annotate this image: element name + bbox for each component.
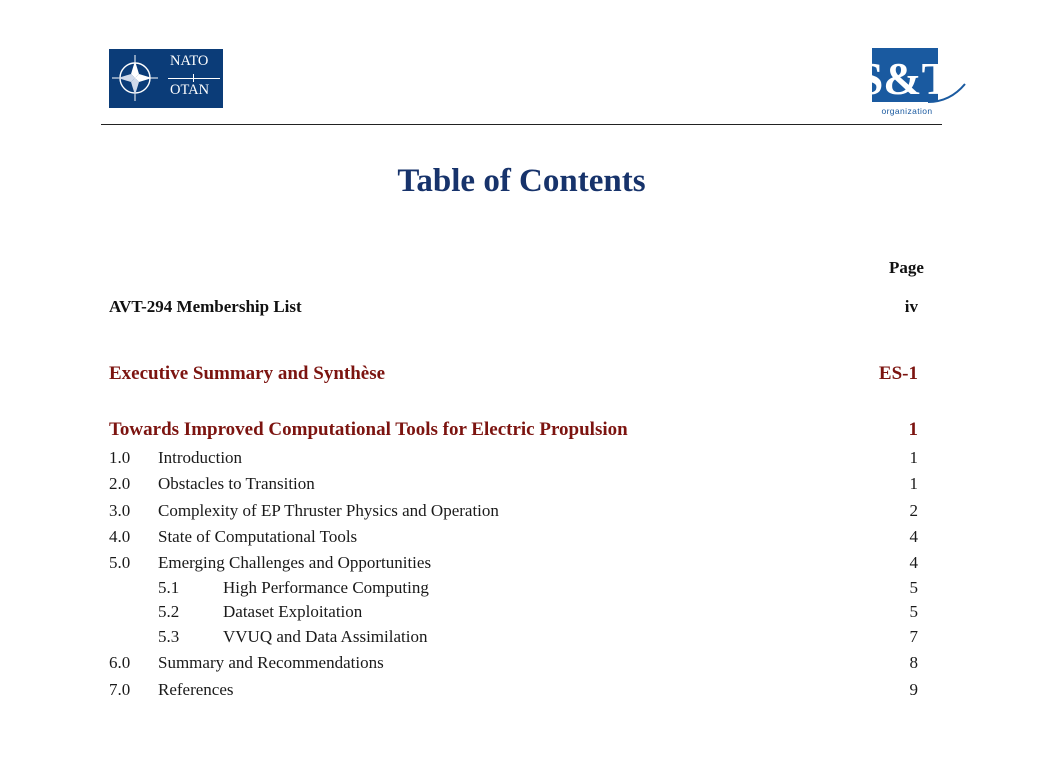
- toc-section-3-0[interactable]: [109, 501, 918, 523]
- section-number: 5.0: [109, 553, 131, 572]
- section-title: Summary and Recommendations: [158, 653, 384, 672]
- page-column-heading: Page: [889, 258, 924, 277]
- toc-entry-page: ES-1: [878, 363, 918, 384]
- toc-entry-label: Towards Improved Computational Tools for Electric Propulsion: [109, 419, 628, 440]
- section-title: Dataset Exploitation: [223, 602, 363, 621]
- page-title: Table of Contents: [397, 163, 646, 199]
- section-page: 5: [909, 578, 918, 597]
- section-title: Introduction: [158, 448, 243, 467]
- section-number: 3.0: [109, 501, 131, 520]
- section-title: Emerging Challenges and Opportunities: [158, 553, 432, 572]
- section-page: 7: [909, 627, 918, 646]
- toc-entry-label: Executive Summary and Synthèse: [109, 363, 386, 384]
- toc-section-2-0[interactable]: [109, 474, 918, 496]
- section-title: VVUQ and Data Assimilation: [223, 627, 428, 646]
- toc-section-6-0[interactable]: [109, 653, 918, 675]
- nato-compass-star-icon: [109, 49, 165, 108]
- section-title: Complexity of EP Thruster Physics and Operation: [158, 501, 499, 520]
- section-title: References: [158, 680, 234, 699]
- toc-section-4-0[interactable]: [109, 527, 918, 549]
- section-page: 8: [909, 653, 918, 672]
- toc-entry-page: 1: [908, 419, 918, 440]
- toc-section-7-0[interactable]: [109, 680, 918, 702]
- toc-entry-executive-summary[interactable]: [109, 363, 918, 385]
- nato-label: NATO: [170, 53, 209, 69]
- section-page: 9: [909, 680, 918, 699]
- section-number: 1.0: [109, 448, 131, 467]
- section-number: 2.0: [109, 474, 131, 493]
- page-header: [0, 0, 1043, 130]
- section-page: 1: [909, 448, 918, 467]
- section-page: 1: [909, 474, 918, 493]
- toc-section-5-1[interactable]: [109, 578, 918, 600]
- section-number: 7.0: [109, 680, 131, 699]
- section-page: 2: [909, 501, 918, 520]
- section-title: High Performance Computing: [223, 578, 429, 597]
- section-title: State of Computational Tools: [158, 527, 358, 546]
- sto-caption: organization: [881, 106, 933, 116]
- svg-text:S&T: S&T: [857, 53, 953, 104]
- section-page: 4: [909, 527, 918, 546]
- section-number: 5.3: [158, 627, 180, 646]
- section-page: 5: [909, 602, 918, 621]
- section-number: 4.0: [109, 527, 131, 546]
- toc-section-5-0[interactable]: [109, 553, 918, 575]
- section-page: 4: [909, 553, 918, 572]
- section-number: 5.2: [158, 602, 180, 621]
- toc-entry-paper[interactable]: [109, 419, 918, 441]
- nato-otan-logo: [109, 49, 223, 108]
- toc-section-1-0[interactable]: [109, 448, 918, 470]
- toc-section-5-2[interactable]: [109, 602, 918, 624]
- section-number: 6.0: [109, 653, 131, 672]
- toc-entry-page: iv: [904, 297, 918, 316]
- toc-entry-membership[interactable]: [109, 297, 918, 319]
- otan-label: OTAN: [170, 82, 210, 98]
- section-title: Obstacles to Transition: [158, 474, 315, 493]
- header-divider: [101, 124, 942, 125]
- toc-section-5-3[interactable]: [109, 627, 918, 649]
- toc-entry-label: AVT-294 Membership List: [109, 297, 302, 316]
- section-number: 5.1: [158, 578, 180, 597]
